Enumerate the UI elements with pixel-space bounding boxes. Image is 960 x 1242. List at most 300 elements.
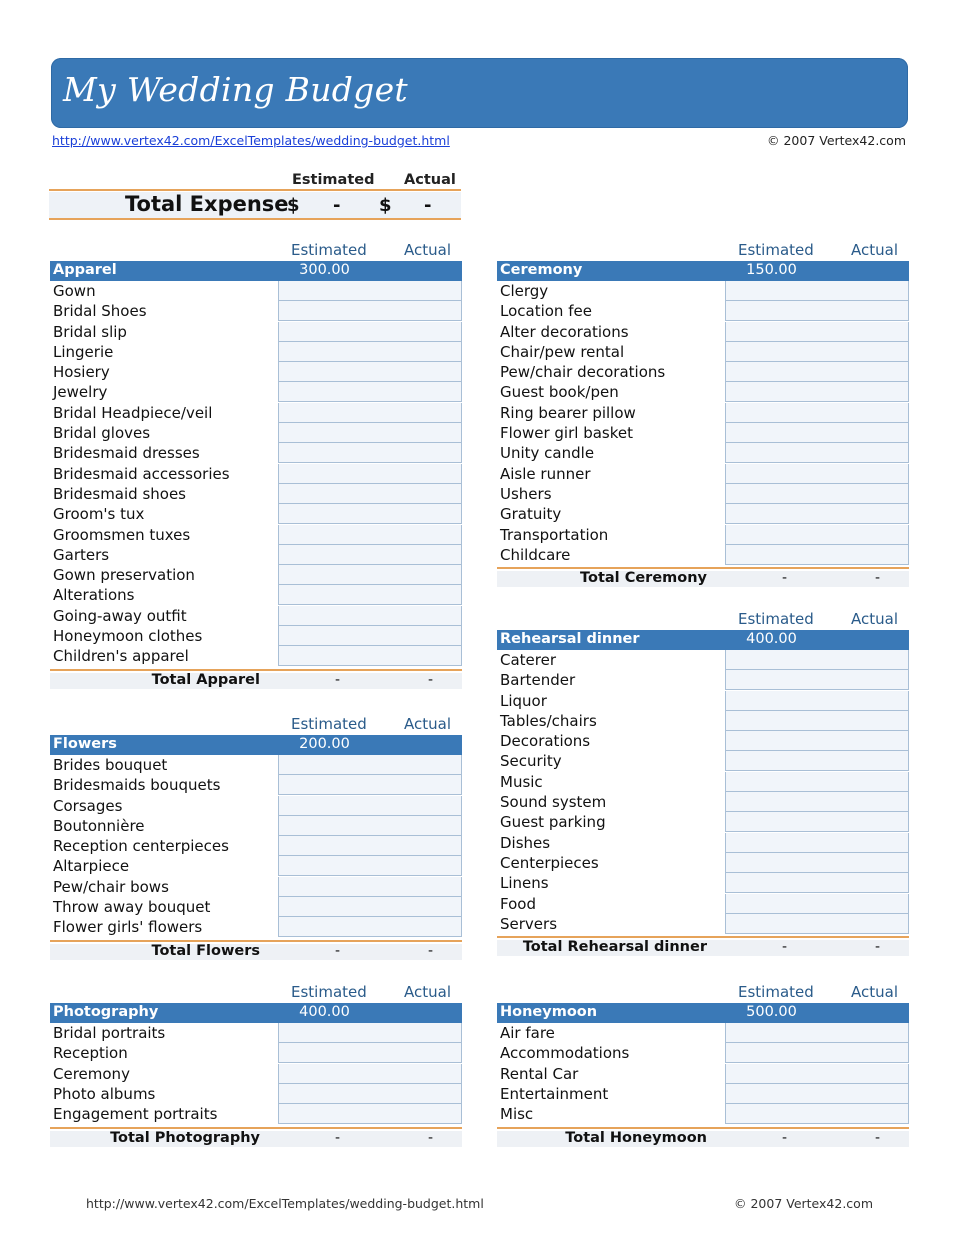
line-item: [50, 342, 462, 362]
actual-input-cell[interactable]: [370, 301, 462, 321]
actual-input-cell[interactable]: [370, 775, 462, 795]
section-total-estimated: -: [335, 942, 341, 959]
actual-input-cell[interactable]: [370, 504, 462, 524]
actual-input-cell[interactable]: [817, 914, 909, 934]
actual-input-cell[interactable]: [817, 670, 909, 690]
line-item: [50, 897, 462, 917]
actual-input-cell[interactable]: [817, 504, 909, 524]
section-header: [50, 261, 462, 281]
summary-actual-value: -: [424, 195, 432, 216]
section-total-row: [497, 936, 909, 958]
estimated-input-cell[interactable]: [725, 545, 819, 565]
actual-input-cell[interactable]: [817, 545, 909, 565]
section-title: Apparel: [53, 262, 117, 278]
line-item: [497, 1043, 909, 1063]
estimated-input-cell[interactable]: [278, 1104, 372, 1124]
line-item-label: Bridal portraits: [53, 1024, 166, 1042]
estimated-input-cell[interactable]: [278, 816, 372, 836]
line-items: [497, 650, 909, 934]
actual-input-cell[interactable]: [817, 464, 909, 484]
estimated-input-cell[interactable]: [278, 382, 372, 402]
section-total-label: Total Photography: [110, 1129, 260, 1146]
line-item-label: Guest book/pen: [500, 383, 619, 402]
actual-input-cell[interactable]: [370, 755, 462, 775]
line-item: [497, 484, 909, 504]
estimated-input-cell[interactable]: [278, 1084, 372, 1104]
estimated-input-cell[interactable]: [278, 464, 372, 484]
estimated-input-cell[interactable]: [725, 403, 819, 423]
line-item: [497, 1104, 909, 1124]
line-item: [497, 545, 909, 565]
line-item-label: Going-away outfit: [53, 606, 187, 625]
line-item-label: Decorations: [500, 732, 591, 751]
summary-estimated-value: -: [333, 195, 341, 216]
actual-input-cell[interactable]: [370, 917, 462, 937]
estimated-input-cell[interactable]: [278, 1023, 372, 1043]
summary-bottom-rule: [49, 218, 461, 220]
ceremony-section: [497, 241, 909, 596]
actual-input-cell[interactable]: [817, 812, 909, 832]
line-item-label: Ushers: [500, 484, 552, 503]
section-title: Rehearsal dinner: [500, 631, 640, 647]
estimated-input-cell[interactable]: [725, 423, 819, 443]
col-actual-header: Actual: [404, 715, 451, 733]
line-item: [50, 443, 462, 463]
line-item-label: Ring bearer pillow: [500, 403, 636, 422]
section-total-row: [50, 669, 462, 691]
line-item: [497, 812, 909, 832]
actual-input-cell[interactable]: [370, 403, 462, 423]
estimated-input-cell[interactable]: [725, 873, 819, 893]
section-total-estimated: -: [782, 570, 788, 587]
line-item: [497, 873, 909, 893]
estimated-input-cell[interactable]: [278, 403, 372, 423]
estimated-input-cell[interactable]: [278, 565, 372, 585]
line-item: [497, 772, 909, 792]
actual-input-cell[interactable]: [370, 1104, 462, 1124]
actual-input-cell[interactable]: [817, 873, 909, 893]
actual-input-cell[interactable]: [817, 691, 909, 711]
section-total-row: [497, 567, 909, 589]
line-item: [50, 1064, 462, 1084]
line-item-label: Hosiery: [53, 363, 110, 382]
actual-input-cell[interactable]: [370, 897, 462, 917]
actual-input-cell[interactable]: [370, 1064, 462, 1084]
line-item-label: Clergy: [500, 282, 549, 300]
line-item: [50, 1104, 462, 1124]
actual-input-cell[interactable]: [370, 856, 462, 876]
line-item: [497, 525, 909, 545]
actual-input-cell[interactable]: [370, 877, 462, 897]
section-total-estimated: -: [782, 1129, 788, 1146]
line-item: [50, 281, 462, 301]
estimated-input-cell[interactable]: [725, 382, 819, 402]
estimated-input-cell[interactable]: [278, 585, 372, 605]
summary-estimated-currency: $: [287, 195, 300, 216]
line-item-label: Groom's tux: [53, 505, 145, 524]
section-estimate: 300.00: [299, 262, 350, 278]
section-estimate: 200.00: [299, 736, 350, 752]
actual-input-cell[interactable]: [817, 650, 909, 670]
estimated-input-cell[interactable]: [278, 775, 372, 795]
actual-input-cell[interactable]: [817, 382, 909, 402]
line-item: [50, 545, 462, 565]
line-item: [50, 504, 462, 524]
estimated-input-cell[interactable]: [725, 342, 819, 362]
line-item: [50, 626, 462, 646]
section-estimate: 500.00: [746, 1004, 797, 1020]
section-total-actual: -: [428, 942, 434, 959]
actual-input-cell[interactable]: [817, 894, 909, 914]
line-item-label: Music: [500, 772, 543, 791]
line-item: [497, 833, 909, 853]
section-total-actual: -: [875, 939, 881, 956]
estimated-input-cell[interactable]: [725, 833, 819, 853]
section-total-actual: -: [875, 1129, 881, 1146]
col-estimated-header: Estimated: [738, 610, 814, 628]
line-item: [497, 504, 909, 524]
actual-input-cell[interactable]: [370, 1043, 462, 1063]
section-header: [50, 735, 462, 755]
total-rule: [50, 1127, 462, 1129]
actual-input-cell[interactable]: [370, 342, 462, 362]
line-item-label: Flower girls' flowers: [53, 918, 203, 937]
actual-input-cell[interactable]: [817, 525, 909, 545]
actual-input-cell[interactable]: [370, 382, 462, 402]
line-items: [497, 281, 909, 565]
actual-input-cell[interactable]: [817, 1064, 909, 1084]
actual-input-cell[interactable]: [817, 751, 909, 771]
line-item: [50, 525, 462, 545]
line-item: [497, 382, 909, 402]
actual-input-cell[interactable]: [370, 646, 462, 666]
footer-link[interactable]: http://www.vertex42.com/ExcelTemplates/wedding-budget.html: [86, 1196, 484, 1211]
section-title: Ceremony: [500, 262, 583, 278]
estimated-input-cell[interactable]: [725, 301, 819, 321]
summary-actual-currency: $: [379, 195, 392, 216]
actual-input-cell[interactable]: [370, 322, 462, 342]
line-item-label: Alter decorations: [500, 322, 629, 341]
estimated-input-cell[interactable]: [278, 423, 372, 443]
actual-input-cell[interactable]: [817, 1104, 909, 1124]
actual-input-cell[interactable]: [370, 464, 462, 484]
line-item-label: Gown preservation: [53, 566, 195, 585]
actual-input-cell[interactable]: [370, 484, 462, 504]
line-item-label: Children's apparel: [53, 647, 189, 666]
section-title: Photography: [53, 1004, 159, 1020]
col-actual-header: Actual: [851, 241, 898, 259]
line-item: [497, 711, 909, 731]
line-item-label: Boutonnière: [53, 816, 145, 835]
line-item-label: Reception: [53, 1044, 128, 1063]
section-total-label: Total Rehearsal dinner: [522, 939, 707, 956]
estimated-input-cell[interactable]: [278, 301, 372, 321]
actual-input-cell[interactable]: [370, 1023, 462, 1043]
estimated-input-cell[interactable]: [725, 281, 819, 301]
line-item: [497, 342, 909, 362]
line-item-label: Dishes: [500, 833, 551, 852]
actual-input-cell[interactable]: [817, 792, 909, 812]
estimated-input-cell[interactable]: [725, 504, 819, 524]
estimated-input-cell[interactable]: [278, 525, 372, 545]
line-item-label: Location fee: [500, 302, 592, 321]
actual-input-cell[interactable]: [817, 484, 909, 504]
line-item: [50, 755, 462, 775]
line-item: [497, 403, 909, 423]
estimated-input-cell[interactable]: [725, 650, 819, 670]
line-item-label: Tables/chairs: [500, 711, 597, 730]
line-item: [50, 1023, 462, 1043]
actual-input-cell[interactable]: [370, 362, 462, 382]
line-item: [497, 281, 909, 301]
actual-input-cell[interactable]: [370, 1084, 462, 1104]
line-item: [50, 856, 462, 876]
actual-input-cell[interactable]: [817, 342, 909, 362]
estimated-input-cell[interactable]: [725, 853, 819, 873]
actual-input-cell[interactable]: [370, 606, 462, 626]
line-item: [50, 423, 462, 443]
actual-input-cell[interactable]: [817, 301, 909, 321]
line-item-label: Altarpiece: [53, 857, 130, 876]
estimated-input-cell[interactable]: [278, 1043, 372, 1063]
line-item-label: Gown: [53, 282, 96, 300]
actual-input-cell[interactable]: [817, 322, 909, 342]
actual-input-cell[interactable]: [817, 443, 909, 463]
estimated-input-cell[interactable]: [725, 1104, 819, 1124]
line-item-label: Linens: [500, 874, 549, 893]
line-items: [50, 755, 462, 938]
estimated-input-cell[interactable]: [725, 464, 819, 484]
section-estimate: 400.00: [746, 631, 797, 647]
section-total-label: Total Apparel: [151, 671, 260, 688]
estimated-input-cell[interactable]: [278, 606, 372, 626]
section-estimate: 400.00: [299, 1004, 350, 1020]
actual-input-cell[interactable]: [817, 1043, 909, 1063]
actual-input-cell[interactable]: [370, 443, 462, 463]
line-items: [497, 1023, 909, 1124]
estimated-input-cell[interactable]: [725, 894, 819, 914]
estimated-input-cell[interactable]: [725, 1084, 819, 1104]
section-header: [497, 1003, 909, 1023]
line-item-label: Bridal Headpiece/veil: [53, 403, 213, 422]
section-total-actual: -: [428, 1129, 434, 1146]
estimated-input-cell[interactable]: [278, 1064, 372, 1084]
line-item: [497, 853, 909, 873]
copyright-text: © 2007 Vertex42.com: [766, 133, 906, 148]
line-item: [50, 322, 462, 342]
estimated-input-cell[interactable]: [278, 545, 372, 565]
estimated-input-cell[interactable]: [278, 504, 372, 524]
line-item-label: Bridesmaid accessories: [53, 464, 230, 483]
total-rule: [50, 669, 462, 671]
actual-input-cell[interactable]: [817, 711, 909, 731]
line-item-label: Liquor: [500, 691, 547, 710]
line-item: [497, 464, 909, 484]
line-item-label: Accommodations: [500, 1044, 630, 1063]
estimated-input-cell[interactable]: [278, 877, 372, 897]
line-item-label: Caterer: [500, 651, 557, 669]
line-item: [497, 1064, 909, 1084]
section-title: Flowers: [53, 736, 117, 752]
line-item-label: Unity candle: [500, 444, 595, 463]
estimated-input-cell[interactable]: [278, 443, 372, 463]
line-item-label: Bridal Shoes: [53, 302, 147, 321]
estimated-input-cell[interactable]: [725, 792, 819, 812]
title-banner: [51, 58, 908, 128]
estimated-input-cell[interactable]: [278, 362, 372, 382]
page-title: My Wedding Budget: [63, 70, 408, 109]
line-item: [497, 301, 909, 321]
line-item: [50, 796, 462, 816]
line-item: [497, 362, 909, 382]
actual-input-cell[interactable]: [370, 545, 462, 565]
line-item: [497, 322, 909, 342]
line-item-label: Lingerie: [53, 342, 114, 361]
line-item-label: Photo albums: [53, 1084, 156, 1103]
section-total-row: [50, 1127, 462, 1149]
estimated-input-cell[interactable]: [725, 443, 819, 463]
line-item: [497, 691, 909, 711]
actual-input-cell[interactable]: [370, 423, 462, 443]
line-item-label: Bridesmaids bouquets: [53, 776, 221, 795]
estimated-input-cell[interactable]: [278, 322, 372, 342]
estimated-input-cell[interactable]: [725, 691, 819, 711]
total-expense-summary: [49, 168, 461, 221]
line-item-label: Food: [500, 894, 536, 913]
estimated-input-cell[interactable]: [725, 1023, 819, 1043]
actual-input-cell[interactable]: [817, 362, 909, 382]
estimated-input-cell[interactable]: [725, 751, 819, 771]
estimated-input-cell[interactable]: [278, 646, 372, 666]
line-item: [50, 917, 462, 937]
estimated-input-cell[interactable]: [278, 917, 372, 937]
estimated-input-cell[interactable]: [278, 796, 372, 816]
line-item: [497, 751, 909, 771]
estimated-input-cell[interactable]: [278, 897, 372, 917]
line-item: [50, 484, 462, 504]
estimated-input-cell[interactable]: [725, 1064, 819, 1084]
summary-top-rule: [49, 189, 461, 191]
section-estimate: 150.00: [746, 262, 797, 278]
estimated-input-cell[interactable]: [725, 322, 819, 342]
line-item-label: Garters: [53, 545, 110, 564]
actual-input-cell[interactable]: [370, 585, 462, 605]
line-item-label: Childcare: [500, 545, 571, 564]
flowers-section: [50, 715, 462, 965]
col-estimated-header: Estimated: [738, 983, 814, 1001]
actual-input-cell[interactable]: [817, 403, 909, 423]
summary-actual-header: Actual: [404, 172, 456, 188]
actual-input-cell[interactable]: [817, 853, 909, 873]
line-item-label: Reception centerpieces: [53, 837, 229, 856]
section-total-label: Total Ceremony: [580, 570, 707, 587]
line-item-label: Flower girl basket: [500, 424, 633, 443]
actual-input-cell[interactable]: [370, 836, 462, 856]
section-total-label: Total Honeymoon: [565, 1129, 707, 1146]
actual-input-cell[interactable]: [370, 565, 462, 585]
line-item-label: Sound system: [500, 793, 607, 812]
line-item-label: Throw away bouquet: [53, 898, 211, 917]
estimated-input-cell[interactable]: [725, 914, 819, 934]
line-item-label: Centerpieces: [500, 853, 599, 872]
actual-input-cell[interactable]: [370, 626, 462, 646]
estimated-input-cell[interactable]: [725, 711, 819, 731]
line-item-label: Alterations: [53, 586, 135, 605]
estimated-input-cell[interactable]: [278, 626, 372, 646]
line-item: [50, 646, 462, 666]
estimated-input-cell[interactable]: [278, 484, 372, 504]
estimated-input-cell[interactable]: [725, 772, 819, 792]
estimated-input-cell[interactable]: [725, 525, 819, 545]
estimated-input-cell[interactable]: [725, 484, 819, 504]
estimated-input-cell[interactable]: [278, 281, 372, 301]
actual-input-cell[interactable]: [370, 816, 462, 836]
estimated-input-cell[interactable]: [278, 342, 372, 362]
actual-input-cell[interactable]: [370, 525, 462, 545]
estimated-input-cell[interactable]: [278, 836, 372, 856]
total-rule: [50, 940, 462, 942]
section-header: [497, 261, 909, 281]
line-item: [50, 565, 462, 585]
honeymoon-section: [497, 983, 909, 1153]
actual-input-cell[interactable]: [817, 1084, 909, 1104]
actual-input-cell[interactable]: [817, 731, 909, 751]
actual-input-cell[interactable]: [370, 281, 462, 301]
estimated-input-cell[interactable]: [725, 670, 819, 690]
line-item: [497, 731, 909, 751]
estimated-input-cell[interactable]: [278, 755, 372, 775]
line-item-label: Ceremony: [53, 1064, 130, 1083]
estimated-input-cell[interactable]: [725, 731, 819, 751]
estimated-input-cell[interactable]: [725, 362, 819, 382]
line-item-label: Rental Car: [500, 1064, 579, 1083]
line-item: [50, 606, 462, 626]
line-item-label: Honeymoon clothes: [53, 627, 203, 646]
line-item: [50, 382, 462, 402]
line-item-label: Air fare: [500, 1024, 555, 1042]
line-item: [497, 443, 909, 463]
actual-input-cell[interactable]: [817, 833, 909, 853]
actual-input-cell[interactable]: [370, 796, 462, 816]
estimated-input-cell[interactable]: [725, 812, 819, 832]
line-item-label: Corsages: [53, 796, 123, 815]
actual-input-cell[interactable]: [817, 281, 909, 301]
actual-input-cell[interactable]: [817, 1023, 909, 1043]
line-item: [50, 816, 462, 836]
footer-copyright: © 2007 Vertex42.com: [733, 1196, 873, 1211]
line-item-label: Entertainment: [500, 1084, 609, 1103]
actual-input-cell[interactable]: [817, 423, 909, 443]
section-total-actual: -: [875, 570, 881, 587]
line-item-label: Chair/pew rental: [500, 342, 625, 361]
line-item: [50, 877, 462, 897]
line-item-label: Transportation: [500, 525, 609, 544]
photography-section: [50, 983, 462, 1153]
section-total-actual: -: [428, 671, 434, 688]
line-item: [497, 1023, 909, 1043]
line-item-label: Bridal gloves: [53, 424, 151, 443]
line-items: [50, 281, 462, 667]
actual-input-cell[interactable]: [817, 772, 909, 792]
section-total-estimated: -: [782, 939, 788, 956]
line-item-label: Misc: [500, 1105, 534, 1124]
summary-estimated-header: Estimated: [292, 172, 375, 188]
estimated-input-cell[interactable]: [278, 856, 372, 876]
estimated-input-cell[interactable]: [725, 1043, 819, 1063]
template-link[interactable]: http://www.vertex42.com/ExcelTemplates/wedding-budget.html: [52, 133, 450, 148]
line-item: [50, 464, 462, 484]
total-rule: [497, 1127, 909, 1129]
